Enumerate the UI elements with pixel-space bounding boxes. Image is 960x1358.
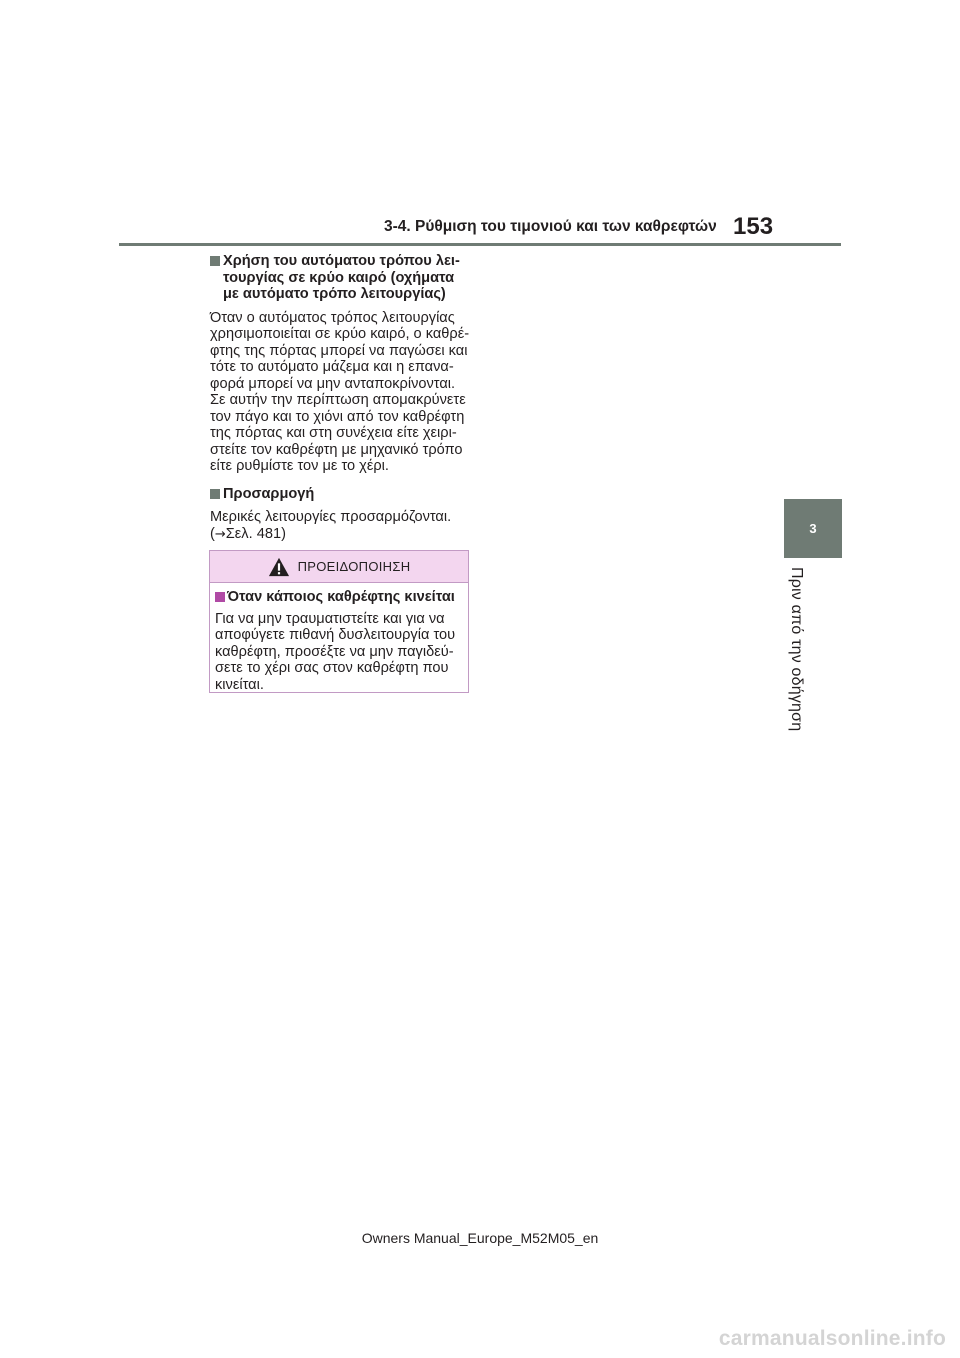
section-body-customization xyxy=(210,509,472,543)
caution-header xyxy=(210,551,468,583)
caution-title: ΠΡΟΕΙΔΟΠΟΙΗΣΗ xyxy=(297,559,411,574)
chapter-tab xyxy=(784,499,842,558)
caution-heading xyxy=(215,589,463,606)
caution-line: σετε το χέρι σας στον καθρέφτη που xyxy=(215,660,449,676)
chapter-label: Πριν από την οδήγηση xyxy=(788,567,805,732)
section-heading-text xyxy=(223,253,460,303)
heading-line: τουργίας σε κρύο καιρό (οχήματα xyxy=(223,269,455,286)
body-line: τότε το αυτόματο μάζεμα και η επανα- xyxy=(210,359,454,375)
watermark: carmanualsonline.info xyxy=(718,1327,946,1350)
square-bullet-icon xyxy=(210,256,220,266)
caution-box xyxy=(209,550,469,693)
caution-line: αποφύγετε πιθανή δυσλειτουργία του xyxy=(215,627,456,643)
chapter-number: 3 xyxy=(809,521,817,536)
section-heading-text: Προσαρμογή xyxy=(223,485,315,502)
body-line: φορά μπορεί να μην ανταποκρίνονται. xyxy=(210,375,456,392)
body-line: χρησιμοποιείται σε κρύο καιρό, ο καθρέ- xyxy=(210,326,470,342)
section-body-cold-weather xyxy=(210,310,472,475)
main-content xyxy=(210,253,472,543)
body-line: Όταν ο αυτόματος τρόπος λειτουργίας xyxy=(210,309,455,326)
header-divider xyxy=(119,243,841,246)
body-line: τον πάγο και το χιόνι από τον καθρέφτη xyxy=(210,408,465,425)
ref-paren: ( xyxy=(210,525,215,542)
footer-document-id: Owners Manual_Europe_M52M05_en xyxy=(361,1230,599,1246)
square-bullet-icon xyxy=(215,592,225,602)
body-line: στείτε τον καθρέφτη με μηχανικό τρόπο xyxy=(210,441,463,458)
section-heading-cold-weather xyxy=(210,253,472,303)
section-heading-customization xyxy=(210,486,472,503)
caution-heading-text: Όταν κάποιος καθρέφτης κινείται xyxy=(227,589,455,605)
body-line: Σε αυτήν την περίπτωση απομακρύνετε xyxy=(210,392,466,408)
body-line: της πόρτας και στη συνέχεια είτε χειρι- xyxy=(210,425,457,441)
arrow-right-icon: → xyxy=(214,526,226,542)
page-reference-link[interactable] xyxy=(210,526,286,542)
caution-line: κινείται. xyxy=(215,676,264,693)
warning-triangle-icon xyxy=(268,556,290,578)
caution-line: Για να μην τραυματιστείτε και για να xyxy=(215,610,445,627)
caution-text xyxy=(215,611,463,694)
caution-line: καθρέφτη, προσέξτε να μην παγιδεύ- xyxy=(215,643,454,660)
heading-line: Χρήση του αυτόματου τρόπου λει- xyxy=(223,253,460,269)
body-line: είτε ρυθμίστε τον με το χέρι. xyxy=(210,458,389,474)
ref-text: Σελ. 481) xyxy=(225,525,286,542)
section-title: 3-4. Ρύθμιση του τιμονιού και των καθρεφτών xyxy=(384,218,717,235)
page-number: 153 xyxy=(733,213,774,240)
body-line: φτης της πόρτας μπορεί να παγώσει και xyxy=(210,342,468,359)
caution-body xyxy=(210,583,468,693)
square-bullet-icon xyxy=(210,489,220,499)
heading-line: με αυτόματο τρόπο λειτουργίας) xyxy=(223,286,446,302)
body-line: Μερικές λειτουργίες προσαρμόζονται. xyxy=(210,509,452,525)
